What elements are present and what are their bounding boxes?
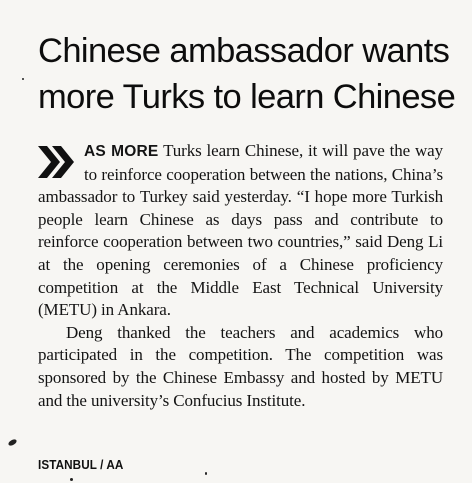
paragraph-1 (38, 140, 443, 322)
print-speck (22, 78, 24, 80)
article-body (38, 140, 443, 412)
print-speck (7, 438, 17, 447)
double-chevron-icon (36, 142, 78, 182)
news-article (38, 28, 456, 120)
headline-line-1: Chinese ambassador wants (38, 32, 450, 70)
print-speck (70, 478, 73, 481)
headline-line-2: more Turks to learn Chinese (38, 78, 456, 116)
dateline: ISTANBUL / AA (38, 457, 124, 472)
paragraph-1-text: Turks learn Chinese, it will pave the way to reinforce cooperation between the nations, China’s ambassador to Turkey said yesterday. “I hope more Turkish people learn Chinese as days pass and contribute to reinforce cooperation between two countries,” said Deng Li at the opening ceremonies of a Chinese proficiency competition at the Middle East Technical University (METU) in Ankara. (38, 141, 443, 320)
headline (38, 28, 456, 120)
lead-in: AS MORE (84, 143, 159, 160)
print-speck (205, 472, 207, 475)
paragraph-2: Deng thanked the teachers and academics who participated in the competition. The competition was sponsored by the Chinese Embassy and hosted by METU and the university’s Confucius Institute. (38, 322, 443, 410)
